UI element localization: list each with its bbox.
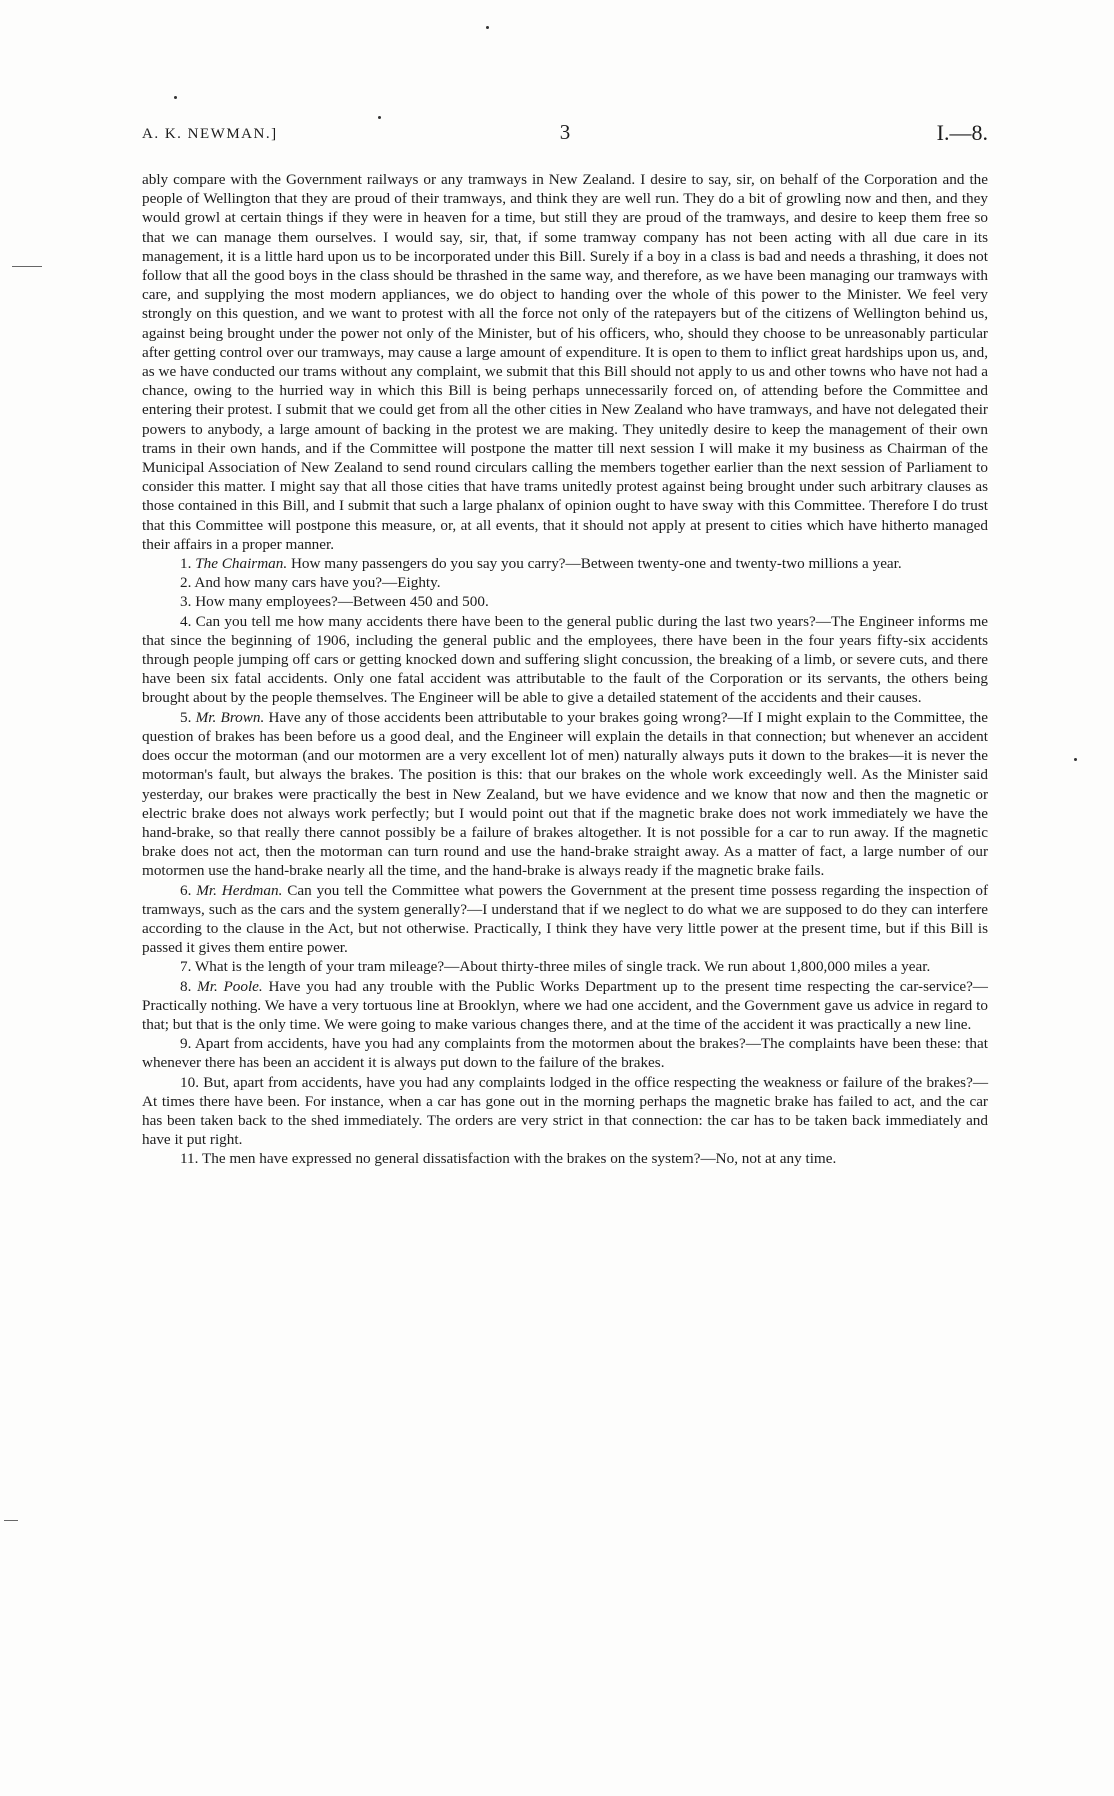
question-number: 3.: [180, 593, 192, 611]
header-author: A. K. NEWMAN.]: [142, 126, 278, 142]
question-number: 10.: [180, 1073, 199, 1091]
question-8: [142, 977, 988, 1035]
question-number: 11.: [180, 1150, 199, 1168]
page-header: [142, 120, 988, 150]
question-number: 6.: [180, 881, 192, 899]
question-number: 4.: [180, 612, 192, 630]
question-text: And how many cars have you?—Eighty.: [194, 574, 441, 592]
question-1: [142, 554, 988, 573]
question-text: How many employees?—Between 450 and 500.: [195, 593, 489, 611]
question-5: [142, 708, 988, 881]
document-reference: I.—8.: [936, 120, 988, 145]
question-text: The men have expressed no general dissatisfaction with the brakes on the system?—No, not at any time.: [201, 1150, 837, 1168]
question-text: Have any of those accidents been attributable to your brakes going wrong?—If I might explain to the Committee, the question of brakes has been before us a good deal, and the Engineer will explain the details in that connection; but whenever an accident does occur the motorman (and our motormen are a very excellent lot of men) naturally always puts it down to the brakes—it is never the motorman's fault, but always the brakes. The position is this: that our brakes on the whole work exceedingly well. As the Minister said yesterday, our brakes were practically the best in New Zealand, but we have evidence and we know that now and then the magnetic or electric brake does not always work perfectly; but I would point out that if the magnetic brake does not work immediately we have the hand-brake, so that really there cannot possibly be a failure of brakes altogether. It is not possible for a car to run away. If the magnetic brake does not act, then the motorman can turn round and use the hand-brake straight away. As a matter of fact, a large number of our motormen use the hand-brake nearly all the time, and the hand-brake is always ready if the magnetic brake fails.: [142, 708, 989, 880]
question-number: 1.: [180, 555, 192, 573]
question-4: [142, 612, 988, 708]
speaker-label: Mr. Poole.: [197, 977, 263, 995]
margin-mark: [12, 266, 42, 267]
page-number: 3: [559, 120, 571, 144]
question-9: [142, 1034, 988, 1072]
question-number: 7.: [180, 958, 192, 976]
question-10: [142, 1073, 988, 1150]
question-number: 2.: [180, 574, 192, 592]
speaker-label: Mr. Herdman.: [196, 881, 283, 899]
speaker-label: Mr. Brown.: [195, 708, 265, 726]
question-text: Can you tell me how many accidents there have been to the general public during the last two years?—The Engineer informs me that since the beginning of 1906, including the general public and the employees, there have been in the four years fifty-six accidents through people jumping off cars or getting knocked down and suffering slight concussion, the breaking of a limb, or severe cuts, and there have been six fatal accidents. Only one fatal accident was attributable to the fault of the Corporation or its servants, the others being brought about by the people themselves. The Engineer will be able to give a detailed statement of the accidents and their causes.: [142, 612, 988, 707]
scan-speck: [174, 96, 177, 99]
question-text: What is the length of your tram mileage?—About thirty-three miles of single track. We run about 1,800,000 miles a year.: [194, 958, 931, 976]
question-number: 9.: [180, 1035, 192, 1053]
question-number: 8.: [180, 977, 192, 995]
question-7: [142, 957, 988, 976]
document-body: [142, 170, 988, 1169]
question-text: Can you tell the Committee what powers the Government at the present time possess regarding the inspection of tramways, such as the cars and the system generally?—I understand that if we neglect to do what we are supposed to do they can interfere according to the clause in the Act, but not otherwise. Practically, I think they have very little power at the present time, but if this Bill is passed it gives them entire power.: [142, 881, 989, 957]
question-number: 5.: [180, 708, 192, 726]
scan-speck: [486, 26, 489, 29]
question-text: Apart from accidents, have you had any complaints from the motormen about the brakes?—The complaints have been these: that whenever there has been an accident it is always put down to the failure of the brakes.: [142, 1035, 988, 1072]
intro-paragraph: ably compare with the Government railways or any tramways in New Zealand. I desire to say, sir, on behalf of the Corporation and the people of Wellington that they are proud of their tramways, and think they are well run. They do a bit of growling now and then, and they would growl at certain things if they were in heaven for a time, but still they are proud of the tramways, and desire to keep them free so that we can manage them ourselves. I would say, sir, that, if some tramway company has not been acting with all due care in its management, it is a little hard upon us to be incorporated under this Bill. Surely if a boy in a class is bad and needs a thrashing, it does not follow that all the good boys in the class should be thrashed in the same way, and therefore, as we have been managing our tramways with care, and supplying the most modern appliances, we do object to handing over the whole of this power to the Minister. We feel very strongly on this question, and we want to protest with all the force not only of the ratepayers but of the citizens of Wellington behind us, against being brought under the power not only of the Minister, but of his officers, who, should they choose to be unreasonably particular after getting control over our tramways, may cause a large amount of expenditure. It is open to them to inflict great hardships upon us, and, as we have conducted our trams without any complaint, we submit that this Bill should not apply to us and other towns who have not had a chance, owing to the hurried way in which this Bill is being perhaps unnecessarily forced on, of attending before the Committee and entering their protest. I submit that we could get from all the other cities in New Zealand who have tramways, and have not delegated their powers to anybody, a large amount of backing in the protest we are making. They unitedly desire to keep the management of their own trams in their own hands, and if the Committee will postpone the matter till next session I will make it my business as Chairman of the Municipal Association of New Zealand to send round circulars calling the members together earlier than the next session of Parliament to consider this matter. I might say that all those cities that have trams unitedly protest against being brought under such arbitrary clauses as those contained in this Bill, and I submit that such a large phalanx of opinion ought to have sway with this Committee. Therefore I do trust that this Committee will postpone this measure, or, at all events, that it should not apply at present to cities which have hitherto managed their affairs in a proper manner.: [142, 171, 988, 553]
question-2: [142, 573, 988, 592]
speaker-label: The Chairman.: [195, 555, 288, 573]
question-text: How many passengers do you say you carry?—Between twenty-one and twenty-two millions a year.: [290, 555, 902, 573]
scan-speck: [378, 116, 381, 119]
scan-speck: [1074, 758, 1077, 761]
question-11: [142, 1149, 988, 1168]
question-text: But, apart from accidents, have you had any complaints lodged in the office respecting the weakness or failure of the brakes?—At times there have been. For instance, when a car has gone out in the morning perhaps the magnetic brake has failed to act, and the car has been taken back to the shed immediately. The orders are very strict in that connection: the car has to be taken back immediately and have it put right.: [142, 1073, 989, 1149]
question-6: [142, 881, 988, 958]
question-3: [142, 592, 988, 611]
question-text: Have you had any trouble with the Public Works Department up to the present time respecting the car-service?—Practically nothing. We have a very tortuous line at Brooklyn, where we had one accident, and the Government gave us advice in regard to that; but that is the only time. We were going to make various changes there, and at the time of the accident it was practically a new line.: [142, 977, 988, 1033]
margin-mark: [4, 1520, 18, 1521]
